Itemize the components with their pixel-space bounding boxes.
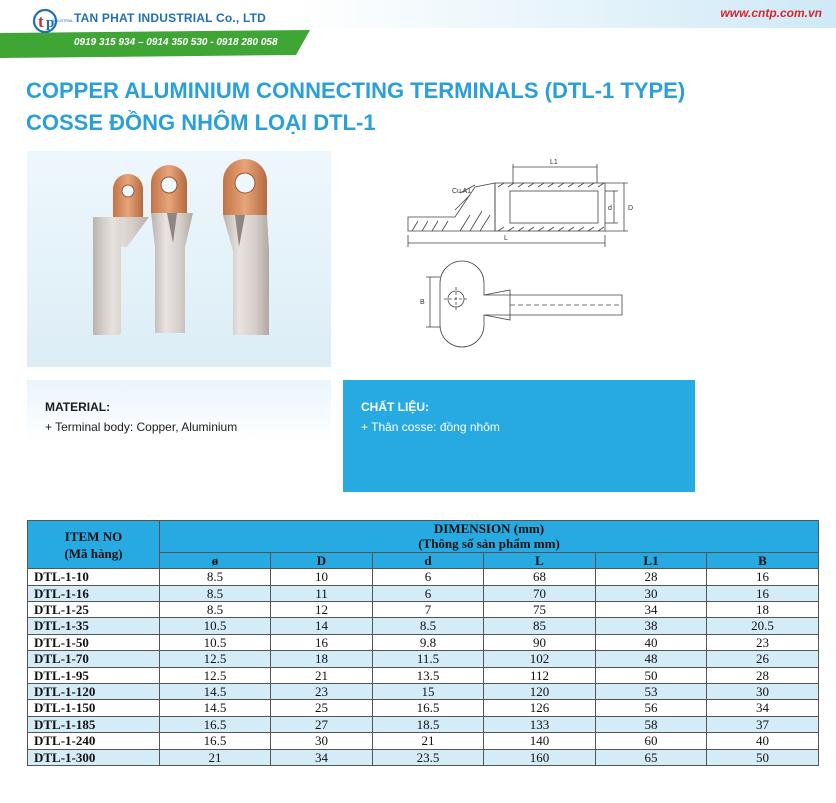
- dimension-value: 23: [271, 684, 373, 700]
- item-code: DTL-1-120: [28, 684, 160, 700]
- dimension-value: 21: [373, 733, 484, 749]
- dimension-value: 50: [596, 667, 707, 683]
- dimension-value: 7: [373, 602, 484, 618]
- dimension-value: 23.5: [373, 749, 484, 765]
- technical-drawing: [400, 155, 640, 350]
- dimension-value: 11: [271, 585, 373, 601]
- dimension-value: 53: [596, 684, 707, 700]
- item-code: DTL-1-70: [28, 651, 160, 667]
- col-header: D: [271, 552, 373, 568]
- dimension-value: 18: [271, 651, 373, 667]
- dim-label-D: D: [628, 205, 634, 212]
- dimension-value: 160: [484, 749, 596, 765]
- dimension-value: 8.5: [373, 618, 484, 634]
- material-text-en: + Terminal body: Copper, Aluminium: [45, 420, 238, 434]
- item-code: DTL-1-240: [28, 733, 160, 749]
- col-header: d: [373, 552, 484, 568]
- table-row: [28, 749, 819, 765]
- page-title-vi: COSSE ĐỒNG NHÔM LOẠI DTL-1: [26, 110, 376, 135]
- dimension-value: 12: [271, 602, 373, 618]
- item-code: DTL-1-16: [28, 585, 160, 601]
- dimension-value: 30: [596, 585, 707, 601]
- dimension-value: 16: [271, 634, 373, 650]
- table-row: [28, 569, 819, 585]
- dimension-value: 40: [707, 733, 819, 749]
- header-banner: [0, 0, 836, 60]
- table-row: [28, 618, 819, 634]
- dimension-table: [27, 520, 819, 766]
- dimension-value: 16.5: [160, 733, 271, 749]
- dimension-value: 70: [484, 585, 596, 601]
- dimension-value: 60: [596, 733, 707, 749]
- dimension-value: 68: [484, 569, 596, 585]
- dimension-value: 56: [596, 700, 707, 716]
- logo-text: INDUSTRIAL: [52, 19, 74, 23]
- website-link[interactable]: www.cntp.com.vn: [720, 6, 822, 20]
- dimension-value: 10.5: [160, 618, 271, 634]
- dimension-value: 9.8: [373, 634, 484, 650]
- dimension-value: 8.5: [160, 602, 271, 618]
- dimension-value: 6: [373, 569, 484, 585]
- dimension-value: 12.5: [160, 651, 271, 667]
- material-heading-en: MATERIAL:: [45, 400, 111, 414]
- table-row: [28, 684, 819, 700]
- dim-label-b: B: [420, 299, 425, 306]
- dimension-value: 140: [484, 733, 596, 749]
- item-code: DTL-1-95: [28, 667, 160, 683]
- item-code: DTL-1-50: [28, 634, 160, 650]
- phone-numbers: 0919 315 934 – 0914 350 530 - 0918 280 058: [74, 37, 278, 48]
- dimension-value: 58: [596, 716, 707, 732]
- dimension-value: 18: [707, 602, 819, 618]
- dimension-value: 90: [484, 634, 596, 650]
- table-row: [28, 602, 819, 618]
- dim-label-d: d: [608, 205, 612, 212]
- col-header: B: [707, 552, 819, 568]
- dimension-value: 40: [596, 634, 707, 650]
- table-row: [28, 700, 819, 716]
- dimension-header: DIMENSION (mm) (Thông số sản phẩm mm): [160, 521, 819, 553]
- dimension-value: 8.5: [160, 585, 271, 601]
- dimension-value: 34: [596, 602, 707, 618]
- dimension-value: 30: [271, 733, 373, 749]
- dimension-value: 112: [484, 667, 596, 683]
- svg-text:p: p: [46, 15, 55, 31]
- table-row: [28, 716, 819, 732]
- table-row: [28, 733, 819, 749]
- dimension-value: 21: [271, 667, 373, 683]
- svg-text:t: t: [38, 12, 44, 31]
- dimension-value: 14: [271, 618, 373, 634]
- dimension-value: 16.5: [160, 716, 271, 732]
- dimension-value: 14.5: [160, 700, 271, 716]
- dimension-value: 20.5: [707, 618, 819, 634]
- dimension-value: 10.5: [160, 634, 271, 650]
- material-box-vi: [343, 380, 695, 492]
- dim-label-cu-a1: Cu A1: [452, 188, 472, 195]
- item-code: DTL-1-300: [28, 749, 160, 765]
- dimension-value: 30: [707, 684, 819, 700]
- dimension-value: 23: [707, 634, 819, 650]
- product-photo: [27, 151, 331, 367]
- dimension-value: 27: [271, 716, 373, 732]
- table-row: [28, 585, 819, 601]
- dimension-value: 85: [484, 618, 596, 634]
- dimension-value: 28: [596, 569, 707, 585]
- dimension-value: 6: [373, 585, 484, 601]
- dimension-value: 120: [484, 684, 596, 700]
- table-row: [28, 667, 819, 683]
- dimension-value: 65: [596, 749, 707, 765]
- dimension-value: 34: [271, 749, 373, 765]
- dimension-value: 75: [484, 602, 596, 618]
- dimension-value: 48: [596, 651, 707, 667]
- dimension-value: 16: [707, 585, 819, 601]
- col-header: L1: [596, 552, 707, 568]
- dim-label-l1: L1: [550, 159, 558, 166]
- page-title-en: COPPER ALUMINIUM CONNECTING TERMINALS (DTL-1 TYPE): [26, 78, 686, 103]
- table-row: [28, 651, 819, 667]
- dimension-value: 14.5: [160, 684, 271, 700]
- item-no-header: ITEM NO (Mã hàng): [28, 521, 160, 569]
- dimension-value: 26: [707, 651, 819, 667]
- dimension-value: 18.5: [373, 716, 484, 732]
- dimension-value: 50: [707, 749, 819, 765]
- dimension-value: 38: [596, 618, 707, 634]
- dimension-value: 102: [484, 651, 596, 667]
- dimension-value: 21: [160, 749, 271, 765]
- dimension-value: 34: [707, 700, 819, 716]
- dimension-value: 25: [271, 700, 373, 716]
- table-row: [28, 634, 819, 650]
- dimension-value: 11.5: [373, 651, 484, 667]
- item-code: DTL-1-185: [28, 716, 160, 732]
- col-header: ø: [160, 552, 271, 568]
- dimension-value: 16.5: [373, 700, 484, 716]
- dimension-value: 133: [484, 716, 596, 732]
- dimension-value: 10: [271, 569, 373, 585]
- dimension-value: 8.5: [160, 569, 271, 585]
- dimension-value: 12.5: [160, 667, 271, 683]
- dimension-value: 13.5: [373, 667, 484, 683]
- company-name: TAN PHAT INDUSTRIAL Co., LTD: [74, 11, 267, 25]
- dimension-value: 28: [707, 667, 819, 683]
- dimension-value: 16: [707, 569, 819, 585]
- item-code: DTL-1-25: [28, 602, 160, 618]
- item-code: DTL-1-150: [28, 700, 160, 716]
- dimension-value: 126: [484, 700, 596, 716]
- material-text-vi: + Thân cosse: đồng nhôm: [361, 420, 500, 434]
- col-header: L: [484, 552, 596, 568]
- dim-label-l: L: [504, 235, 508, 242]
- item-code: DTL-1-10: [28, 569, 160, 585]
- item-code: DTL-1-35: [28, 618, 160, 634]
- dimension-value: 37: [707, 716, 819, 732]
- material-box-en: [27, 380, 331, 492]
- material-heading-vi: CHẤT LIỆU:: [361, 400, 429, 414]
- dimension-value: 15: [373, 684, 484, 700]
